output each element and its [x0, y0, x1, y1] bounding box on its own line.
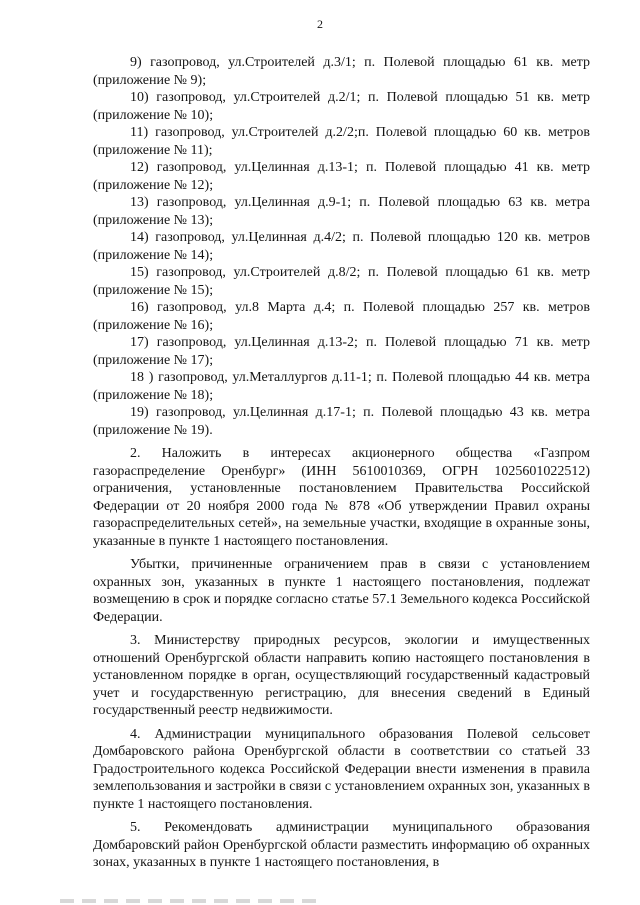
paragraph-3-ministry: 3. Министерству природных ресурсов, экологии и имущественных отношений Оренбургской области направить копию настоящего постановления в установленном порядке в орган, осуществляющий государственный кадастровый учет и государственную регистрацию, для внесения сведений в Единый государственный реестр недвижимости. — [93, 633, 590, 718]
list-item-14: 14) газопровод, ул.Целинная д.4/2; п. Полевой площадью 120 кв. метров (приложение № 14); — [93, 230, 590, 263]
paragraph-5-recommendation: 5. Рекомендовать администрации муниципального образования Домбаровский район Оренбургской области разместить информацию об охранных зонах, указанных в пункте 1 настоящего постановления, в — [93, 820, 590, 870]
list-item-12: 12) газопровод, ул.Целинная д.13-1; п. Полевой площадью 41 кв. метр (приложение № 12); — [93, 160, 590, 193]
list-item-11: 11) газопровод, ул.Строителей д.2/2;п. Полевой площадью 60 кв. метров (приложение № 11); — [93, 125, 590, 158]
scan-artifact — [60, 899, 320, 903]
list-item-15: 15) газопровод, ул.Строителей д.8/2; п. Полевой площадью 61 кв. метр (приложение № 15); — [93, 265, 590, 298]
paragraph-losses: Убытки, причиненные ограничением прав в связи с установлением охранных зон, указанных в пункте 1 настоящего постановления, подлежат возмещению в срок и порядке согласно статье 57.1 Земельного кодекса Российской Федерации. — [93, 557, 590, 625]
page-number: 2 — [317, 17, 323, 31]
list-item-13: 13) газопровод, ул.Целинная д.9-1; п. Полевой площадью 63 кв. метра (приложение № 13); — [93, 195, 590, 228]
list-item-18: 18 ) газопровод, ул.Металлургов д.11-1; п. Полевой площадью 44 кв. метра (приложение № 18); — [93, 370, 590, 403]
document-body — [93, 54, 590, 872]
list-item-10: 10) газопровод, ул.Строителей д.2/1; п. Полевой площадью 51 кв. метр (приложение № 10); — [93, 90, 590, 123]
paragraph-4-administration: 4. Администрации муниципального образования Полевой сельсовет Домбаровского района Оренбургской области в соответствии со статьей 33 Градостроительного кодекса Российской Федерации внести изменения в правила землепользования и застройки в связи с установлением охранных зон, указанных в пункте 1 настоящего постановления. — [93, 726, 590, 812]
list-item-19: 19) газопровод, ул.Целинная д.17-1; п. Полевой площадью 43 кв. метра (приложение № 19). — [93, 405, 590, 438]
list-item-16: 16) газопровод, ул.8 Марта д.4; п. Полевой площадью 257 кв. метров (приложение № 16); — [93, 300, 590, 333]
paragraph-2-restrictions: 2. Наложить в интересах акционерного общества «Газпром газораспределение Оренбург» (ИНН 5610010369, ОГРН 1025601022512) ограничения, установленные постановлением Правительства Российской Федерации от 20 ноября 2000 года № 878 «Об утверждении Правил охраны газораспределительных сетей», на земельные участки, входящие в охранные зоны, указанные в пункте 1 настоящего постановления. — [93, 446, 590, 549]
list-item-9: 9) газопровод, ул.Строителей д.3/1; п. Полевой площадью 61 кв. метр (приложение № 9); — [93, 55, 590, 88]
list-item-17: 17) газопровод, ул.Целинная д.13-2; п. Полевой площадью 71 кв. метр (приложение № 17); — [93, 335, 590, 368]
